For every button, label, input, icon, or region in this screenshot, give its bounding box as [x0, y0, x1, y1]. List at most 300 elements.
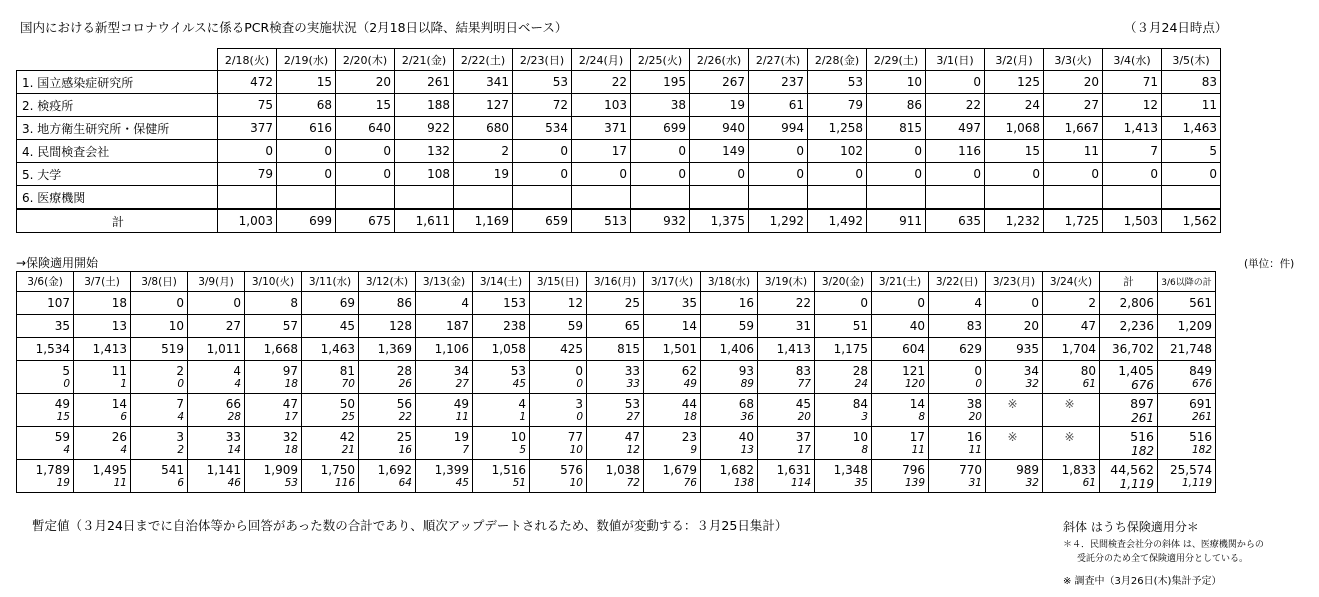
- cell-value: 31: [758, 315, 815, 338]
- cell-value: 1,492: [808, 209, 867, 233]
- cell-value: 796: [872, 460, 929, 478]
- row-label: 4. 民間検査会社: [17, 140, 218, 163]
- cell-value: 12: [530, 292, 587, 315]
- insured-value: 4: [74, 444, 131, 460]
- footnote-4-line2: 受託分のため全て保険適用分としている。: [1077, 554, 1249, 564]
- cell-value: 940: [690, 117, 749, 140]
- cell-value: 107: [17, 292, 74, 315]
- cell-value: 1,106: [416, 338, 473, 361]
- cell-value: 1,413: [74, 338, 131, 361]
- cell-value: 2: [131, 361, 188, 379]
- cell-value: 38: [929, 394, 986, 412]
- cell-value: [690, 186, 749, 210]
- cell-value: 1,003: [218, 209, 277, 233]
- cell-value: 86: [359, 292, 416, 315]
- header-corner-cell: [17, 49, 218, 71]
- insured-value: 8: [872, 411, 929, 427]
- insured-value: 26: [359, 378, 416, 394]
- cell-value: [1162, 186, 1221, 210]
- insured-value: 45: [473, 378, 530, 394]
- cell-value: 371: [572, 117, 631, 140]
- insured-value: [1043, 444, 1100, 460]
- cell-value: 1,406: [701, 338, 758, 361]
- cell-value: 45: [758, 394, 815, 412]
- date-header: 3/16(月): [587, 272, 644, 292]
- table-row: [17, 427, 1216, 445]
- insured-subrow: [17, 411, 1216, 427]
- cell-value: 103: [572, 94, 631, 117]
- cell-value: 44: [644, 394, 701, 412]
- cell-value: 59: [701, 315, 758, 338]
- insured-value: 49: [644, 378, 701, 394]
- since-total-value: 21,748: [1158, 338, 1216, 361]
- insured-value: 1: [74, 378, 131, 394]
- insured-since-value: 676: [1158, 378, 1216, 394]
- cell-value: [1044, 186, 1103, 210]
- insured-value: 18: [245, 444, 302, 460]
- total-header: 計: [1100, 272, 1158, 292]
- cell-value: 425: [530, 338, 587, 361]
- cell-value: 1,463: [302, 338, 359, 361]
- cell-value: [572, 186, 631, 210]
- cell-value: 10: [473, 427, 530, 445]
- insured-value: 27: [587, 411, 644, 427]
- cell-value: 0: [867, 140, 926, 163]
- date-header: 3/5(木): [1162, 49, 1221, 71]
- pending-mark: ※: [1043, 427, 1100, 445]
- pending-mark: ※: [986, 427, 1043, 445]
- row-label: 1. 国立感染症研究所: [17, 71, 218, 94]
- cell-value: 680: [454, 117, 513, 140]
- cell-value: 47: [587, 427, 644, 445]
- cell-value: 1,692: [359, 460, 416, 478]
- insurance-start-label: →保険適用開始: [16, 256, 99, 270]
- insured-value: 4: [131, 411, 188, 427]
- date-header: 3/22(日): [929, 272, 986, 292]
- cell-value: 47: [245, 394, 302, 412]
- insured-value: 18: [644, 411, 701, 427]
- insured-value: 6: [131, 477, 188, 493]
- pending-mark: ※: [986, 394, 1043, 412]
- cell-value: 0: [513, 140, 572, 163]
- cell-value: 0: [749, 163, 808, 186]
- cell-value: 121: [872, 361, 929, 379]
- insured-subrow: [17, 444, 1216, 460]
- insured-value: 53: [245, 477, 302, 493]
- insured-since-value: 182: [1158, 444, 1216, 460]
- cell-value: 25: [359, 427, 416, 445]
- insured-value: 11: [74, 477, 131, 493]
- cell-value: 83: [1162, 71, 1221, 94]
- cell-value: 1,833: [1043, 460, 1100, 478]
- date-header: 3/12(木): [359, 272, 416, 292]
- cell-value: 50: [302, 394, 359, 412]
- cell-value: 132: [395, 140, 454, 163]
- cell-value: [336, 186, 395, 210]
- insured-value: 35: [815, 477, 872, 493]
- unit-label: (単位：件): [1244, 258, 1295, 270]
- insured-value: 12: [587, 444, 644, 460]
- cell-value: 13: [74, 315, 131, 338]
- date-header: 2/22(土): [454, 49, 513, 71]
- cell-value: 1,611: [395, 209, 454, 233]
- insured-value: 2: [131, 444, 188, 460]
- cell-value: 65: [587, 315, 644, 338]
- cell-value: 815: [587, 338, 644, 361]
- insured-value: 51: [473, 477, 530, 493]
- cell-value: 770: [929, 460, 986, 478]
- insured-value: 19: [17, 477, 74, 493]
- cell-value: 19: [454, 163, 513, 186]
- cell-value: 989: [986, 460, 1043, 478]
- cell-value: 14: [872, 394, 929, 412]
- cell-value: 53: [473, 361, 530, 379]
- table-row: [17, 292, 1216, 315]
- date-header: 2/29(土): [867, 49, 926, 71]
- insured-value: 0: [530, 411, 587, 427]
- cell-value: 1,413: [758, 338, 815, 361]
- cell-value: 1,463: [1162, 117, 1221, 140]
- cell-value: 0: [572, 163, 631, 186]
- cell-value: 1,258: [808, 117, 867, 140]
- cell-value: 1,175: [815, 338, 872, 361]
- cell-value: [808, 186, 867, 210]
- cell-value: 472: [218, 71, 277, 94]
- insured-since-value: 1,119: [1158, 477, 1216, 493]
- cell-value: 616: [277, 117, 336, 140]
- insured-subrow: [17, 378, 1216, 394]
- insured-value: 0: [530, 378, 587, 394]
- cell-value: 0: [218, 140, 277, 163]
- cell-value: 1,058: [473, 338, 530, 361]
- cell-value: 59: [530, 315, 587, 338]
- insured-value: 14: [188, 444, 245, 460]
- cell-value: 77: [530, 427, 587, 445]
- cell-value: 66: [188, 394, 245, 412]
- cell-value: 0: [867, 163, 926, 186]
- insured-value: 11: [929, 444, 986, 460]
- cell-value: 62: [644, 361, 701, 379]
- insured-value: 36: [701, 411, 758, 427]
- cell-value: 68: [277, 94, 336, 117]
- insured-total-value: 261: [1100, 411, 1158, 427]
- cell-value: 5: [1162, 140, 1221, 163]
- footnote-4-line1: ＊４．民間検査会社分の斜体 は、医療機関からの: [1063, 540, 1264, 550]
- pcr-table-early: [16, 48, 1221, 233]
- insured-value: 7: [416, 444, 473, 460]
- insured-value: 24: [815, 378, 872, 394]
- insured-value: [986, 444, 1043, 460]
- insured-value: 31: [929, 477, 986, 493]
- insured-value: 20: [929, 411, 986, 427]
- cell-value: 3: [131, 427, 188, 445]
- cell-value: 195: [631, 71, 690, 94]
- cell-value: 22: [926, 94, 985, 117]
- insured-value: 89: [701, 378, 758, 394]
- cell-value: [454, 186, 513, 210]
- cell-value: [867, 186, 926, 210]
- date-header: 2/18(火): [218, 49, 277, 71]
- cell-value: [985, 186, 1044, 210]
- date-header: 3/13(金): [416, 272, 473, 292]
- cell-value: 935: [986, 338, 1043, 361]
- insured-value: 28: [188, 411, 245, 427]
- cell-value: 125: [985, 71, 1044, 94]
- cell-value: 1,909: [245, 460, 302, 478]
- date-header: 2/19(水): [277, 49, 336, 71]
- cell-value: 675: [336, 209, 395, 233]
- cell-value: 35: [17, 315, 74, 338]
- date-header: 3/14(土): [473, 272, 530, 292]
- date-header: 2/20(木): [336, 49, 395, 71]
- insured-value: 33: [587, 378, 644, 394]
- cell-value: 71: [1103, 71, 1162, 94]
- since-total-value: 516: [1158, 427, 1216, 445]
- date-header: 3/20(金): [815, 272, 872, 292]
- insured-total-value: 1,119: [1100, 477, 1158, 493]
- cell-value: 15: [985, 140, 1044, 163]
- cell-value: 28: [359, 361, 416, 379]
- table-row: [17, 140, 1221, 163]
- cell-value: 15: [336, 94, 395, 117]
- cell-value: 261: [395, 71, 454, 94]
- cell-value: 0: [985, 163, 1044, 186]
- cell-value: 0: [690, 163, 749, 186]
- since-total-header: 3/6以降の計: [1158, 272, 1216, 292]
- insured-value: 10: [530, 477, 587, 493]
- cell-value: 10: [815, 427, 872, 445]
- cell-value: 40: [872, 315, 929, 338]
- cell-value: 0: [926, 163, 985, 186]
- cell-value: 1,232: [985, 209, 1044, 233]
- date-header: 3/11(水): [302, 272, 359, 292]
- cell-value: 80: [1043, 361, 1100, 379]
- cell-value: 519: [131, 338, 188, 361]
- cell-value: 153: [473, 292, 530, 315]
- cell-value: 23: [644, 427, 701, 445]
- date-header: 3/15(日): [530, 272, 587, 292]
- cell-value: 61: [749, 94, 808, 117]
- table-row: [17, 338, 1216, 361]
- insured-value: 11: [872, 444, 929, 460]
- table-row: [17, 394, 1216, 412]
- cell-value: 699: [631, 117, 690, 140]
- date-header: 3/3(火): [1044, 49, 1103, 71]
- table-row: [17, 361, 1216, 379]
- cell-value: 3: [530, 394, 587, 412]
- italic-note: 斜体 はうち保険適用分＊: [1063, 520, 1199, 534]
- since-total-value: 561: [1158, 292, 1216, 315]
- date-header: 3/21(土): [872, 272, 929, 292]
- date-header: 3/2(月): [985, 49, 1044, 71]
- cell-value: 51: [815, 315, 872, 338]
- cell-value: 14: [74, 394, 131, 412]
- cell-value: 37: [758, 427, 815, 445]
- cell-value: 187: [416, 315, 473, 338]
- cell-value: 149: [690, 140, 749, 163]
- cell-value: 2: [454, 140, 513, 163]
- cell-value: 11: [1044, 140, 1103, 163]
- cell-value: 53: [808, 71, 867, 94]
- date-header: 2/24(月): [572, 49, 631, 71]
- total-value: 1,405: [1100, 361, 1158, 379]
- cell-value: 188: [395, 94, 454, 117]
- cell-value: 27: [188, 315, 245, 338]
- cell-value: 34: [986, 361, 1043, 379]
- insured-value: 61: [1043, 477, 1100, 493]
- cell-value: 1,750: [302, 460, 359, 478]
- insured-value: 25: [302, 411, 359, 427]
- since-total-value: 25,574: [1158, 460, 1216, 478]
- cell-value: [631, 186, 690, 210]
- date-header: 3/18(水): [701, 272, 758, 292]
- insured-value: 116: [302, 477, 359, 493]
- cell-value: 34: [416, 361, 473, 379]
- insured-value: 3: [815, 411, 872, 427]
- cell-value: 699: [277, 209, 336, 233]
- cell-value: 11: [74, 361, 131, 379]
- total-value: 516: [1100, 427, 1158, 445]
- cell-value: 84: [815, 394, 872, 412]
- cell-value: 0: [929, 361, 986, 379]
- cell-value: 237: [749, 71, 808, 94]
- date-header: 3/19(木): [758, 272, 815, 292]
- table-row: [17, 163, 1221, 186]
- insured-total-value: 182: [1100, 444, 1158, 460]
- date-header: 2/23(日): [513, 49, 572, 71]
- cell-value: 0: [188, 292, 245, 315]
- cell-value: 33: [587, 361, 644, 379]
- cell-value: 1,631: [758, 460, 815, 478]
- cell-value: 20: [1044, 71, 1103, 94]
- cell-value: 0: [872, 292, 929, 315]
- cell-value: 0: [277, 140, 336, 163]
- insured-value: 45: [416, 477, 473, 493]
- date-header: 2/26(水): [690, 49, 749, 71]
- cell-value: 0: [986, 292, 1043, 315]
- date-header: 2/27(木): [749, 49, 808, 71]
- total-value: 897: [1100, 394, 1158, 412]
- cell-value: 1,413: [1103, 117, 1162, 140]
- date-header: 2/25(火): [631, 49, 690, 71]
- since-total-value: 849: [1158, 361, 1216, 379]
- date-header: 3/23(月): [986, 272, 1043, 292]
- date-header: 2/28(金): [808, 49, 867, 71]
- cell-value: 27: [1044, 94, 1103, 117]
- row-label: 2. 検疫所: [17, 94, 218, 117]
- cell-value: 17: [572, 140, 631, 163]
- cell-value: 53: [513, 71, 572, 94]
- total-row: [17, 209, 1221, 233]
- cell-value: 1,501: [644, 338, 701, 361]
- cell-value: 0: [513, 163, 572, 186]
- table-row: [17, 315, 1216, 338]
- cell-value: 534: [513, 117, 572, 140]
- cell-value: 0: [815, 292, 872, 315]
- cell-value: 8: [245, 292, 302, 315]
- cell-value: 0: [1044, 163, 1103, 186]
- cell-value: 22: [758, 292, 815, 315]
- cell-value: 11: [1162, 94, 1221, 117]
- cell-value: 1,725: [1044, 209, 1103, 233]
- cell-value: 81: [302, 361, 359, 379]
- cell-value: 0: [926, 71, 985, 94]
- insured-since-value: 261: [1158, 411, 1216, 427]
- table-row: [17, 186, 1221, 210]
- cell-value: 79: [218, 163, 277, 186]
- insured-value: 1: [473, 411, 530, 427]
- cell-value: 1,534: [17, 338, 74, 361]
- cell-value: 1,369: [359, 338, 416, 361]
- cell-value: 15: [277, 71, 336, 94]
- cell-value: 659: [513, 209, 572, 233]
- since-total-value: 1,209: [1158, 315, 1216, 338]
- insured-value: 18: [245, 378, 302, 394]
- cell-value: 0: [277, 163, 336, 186]
- cell-value: [513, 186, 572, 210]
- cell-value: 911: [867, 209, 926, 233]
- insured-subrow: [17, 477, 1216, 493]
- cell-value: 0: [1103, 163, 1162, 186]
- insured-value: 21: [302, 444, 359, 460]
- insured-value: 15: [17, 411, 74, 427]
- date-header: 3/17(火): [644, 272, 701, 292]
- total-value: 36,702: [1100, 338, 1158, 361]
- cell-value: 10: [867, 71, 926, 94]
- page-title: 国内における新型コロナウイルスに係るPCR検査の実施状況（2月18日以降、結果判明日ベース）: [20, 20, 568, 35]
- insured-value: 77: [758, 378, 815, 394]
- cell-value: 7: [1103, 140, 1162, 163]
- cell-value: 576: [530, 460, 587, 478]
- insured-value: 139: [872, 477, 929, 493]
- provisional-note: 暫定値（３月24日までに自治体等から回答があった数の合計であり、順次アップデートされるため、数値が変動する：３月25日集計）: [32, 518, 788, 533]
- cell-value: 1,516: [473, 460, 530, 478]
- cell-value: 1,375: [690, 209, 749, 233]
- cell-value: 53: [587, 394, 644, 412]
- pending-mark: ※: [1043, 394, 1100, 412]
- table-row: [17, 94, 1221, 117]
- date-header: 3/9(月): [188, 272, 245, 292]
- cell-value: 1,682: [701, 460, 758, 478]
- cell-value: 12: [1103, 94, 1162, 117]
- cell-value: 1,169: [454, 209, 513, 233]
- cell-value: 18: [74, 292, 131, 315]
- insured-value: 20: [758, 411, 815, 427]
- table-row: [17, 460, 1216, 478]
- date-header: 3/7(土): [74, 272, 131, 292]
- cell-value: 629: [929, 338, 986, 361]
- insured-value: 46: [188, 477, 245, 493]
- insured-value: 64: [359, 477, 416, 493]
- total-value: 44,562: [1100, 460, 1158, 478]
- insured-value: 6: [74, 411, 131, 427]
- cell-value: 4: [929, 292, 986, 315]
- cell-value: 93: [701, 361, 758, 379]
- date-header: 3/1(日): [926, 49, 985, 71]
- cell-value: 128: [359, 315, 416, 338]
- cell-value: 24: [985, 94, 1044, 117]
- cell-value: 20: [986, 315, 1043, 338]
- cell-value: 20: [336, 71, 395, 94]
- date-header: 3/8(日): [131, 272, 188, 292]
- cell-value: 56: [359, 394, 416, 412]
- cell-value: 49: [17, 394, 74, 412]
- cell-value: 0: [336, 140, 395, 163]
- table-row: [17, 117, 1221, 140]
- cell-value: 815: [867, 117, 926, 140]
- table-header-row: [17, 272, 1216, 292]
- cell-value: 108: [395, 163, 454, 186]
